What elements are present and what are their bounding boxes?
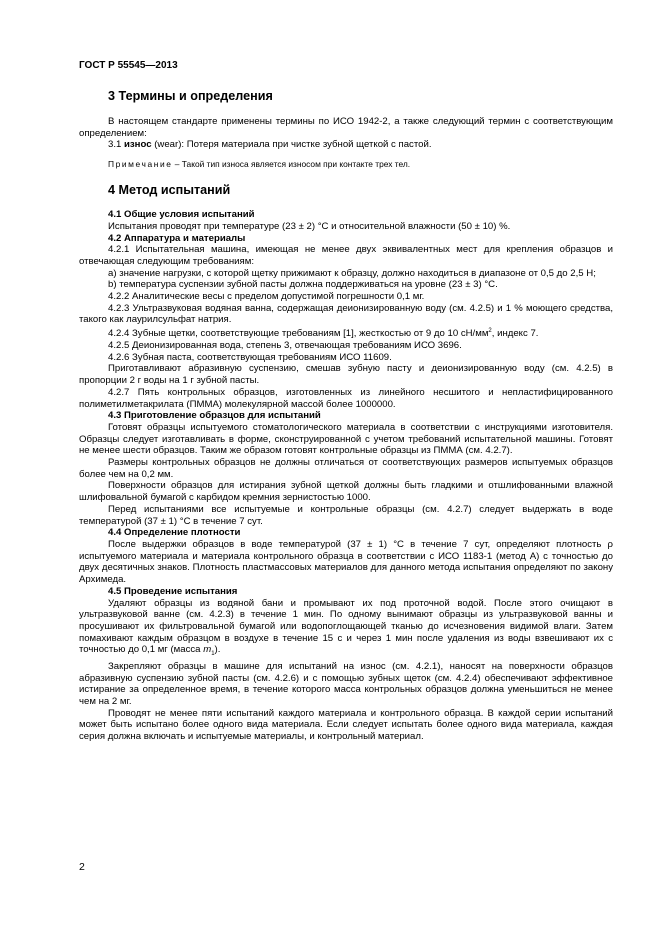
clause-4-2-1-b: b) температура суспензии зубной пасты должна поддерживаться на уровне (23 ± 3) °С. [108,279,498,291]
subsection-4-1-text: Испытания проводят при температуре (23 ± 2) °С и относительной влажности (50 ± 10) %. [108,220,511,232]
note [79,159,613,170]
subsection-4-4-title: 4.4 Определение плотности [108,527,241,539]
clause-4-2-7: 4.2.7 Пять контрольных образцов, изготовленных из линейного несшитого и непластифицированного полиметилметакрилата (ПММА) молекулярной массой более 1000000. [79,386,613,410]
superscript: 2 [488,328,492,335]
clause-4-2-5: 4.2.5 Деионизированная вода, степень 3, отвечающая требованиям ИСО 3696. [108,340,462,352]
subsection-4-3-para-1: Готовят образцы испытуемого стоматологического материала в соответствии с инструкциями изготовителя. Образцы следует изготавливать в форме, сконструированной с учетом требований испытательной машины. Готовят не менее шести образцов. Таким же образом готовят контрольные образцы из ПММА (см. 4.2.7). [79,421,613,457]
section-3-title: 3 Термины и определения [108,89,273,103]
subsection-4-3-para-4: Перед испытаниями все испытуемые и контрольные образцы (см. 4.2.7) следует выдержать в воде температурой (37 ± 1) °С в течение 7 сут. [79,503,613,527]
section-3-intro: В настоящем стандарте применены термины по ИСО 1942-2, а также следующий термин с соответствующим определением: [79,116,613,139]
subsection-4-5-para-1: Удаляют образцы из водяной бани и промывают их под проточной водой. После этого очищают в ультразвуковой ванне (см. 4.2.3) в течение 1 мин. По одному вынимают образцы из ультразвуковой ванны и просушивают их фильтровальной бумагой или водопоглощающей тканью до исчезновения видимой влаги. Затем помахивают каждым образцом в воздухе в течение 15 с и через 1 мин после удаления из воды взвешивают их с точностью до 0,1 мг (масса $m_1$). [79,597,613,658]
clause-4-2-4: 4.2.4 Зубные щетки, соответствующие требованиям [1], жесткостью от 9 до 10 $сН/мм^2$, индекс 7. [108,328,539,340]
subsection-4-4-para-1: После выдержки образцов в воде температурой (37 ± 1) °С в течение 7 сут, определяют плотность ρ испытуемого материала и материала контрольного образца в соответствии с ИСО 1183-1 (метод А) с точностью до двух десятичных знаков. Плотность пластмассовых материалов для данного метода испытания определяют по закону Архимеда. [79,538,613,586]
section-4-title: 4 Метод испытаний [108,183,231,198]
subsection-4-5-title: 4.5 Проведение испытания [108,585,238,597]
clause-4-2-6-suspension: Приготавливают абразивную суспензию, смешав зубную пасту и деионизированную воду (см. 4.2.5) в пропорции 2 г воды на 1 г зубной пасты. [79,363,613,387]
term-word: износ [124,139,152,151]
subsection-4-3-para-2: Размеры контрольных образцов не должны отличаться от соответствующих размеров испытуемых образцов более чем на 0,2 мм. [79,457,613,480]
subsection-4-5-para-3: Проводят не менее пяти испытаний каждого материала и контрольного образца. В каждой серии испытаний может быть испытано более одного вида материала. Если следует испытать более одного вида материала, каждая серия должна включать и испытуемые материалы, и контрольный материал. [79,707,613,743]
clause-4-2-6: 4.2.6 Зубная паста, соответствующая требованиям ИСО 11609. [108,351,392,363]
subsection-4-5-para-2: Закрепляют образцы в машине для испытаний на износ (см. 4.2.1), наносят на поверхности образцов абразивную суспензию зубной пасты (см. 4.2.6) и с помощью зубных щеток (см. 4.2.4) обеспечивают эффективное истирание за определенное время, в течение которого масса контрольных образцов должна уменьшиться не менее чем на 2 мг. [79,660,613,708]
subsection-4-3-title: 4.3 Приготовление образцов для испытаний [108,410,321,422]
subsection-4-1-title: 4.1 Общие условия испытаний [108,209,255,221]
clause-4-2-2: 4.2.2 Аналитические весы с пределом допустимой погрешности 0,1 мг. [108,291,425,303]
note-text: – Такой тип износа является износом при контакте трех тел. [172,159,411,170]
clause-4-2-1-a: а) значение нагрузки, с которой щетку прижимают к образцу, должно находиться в диапазоне от 0,5 до 2,5 Н; [108,267,596,279]
clause-4-2-3: 4.2.3 Ультразвуковая водяная ванна, содержащая деионизированную воду (см. 4.2.5) и 1 % моющего средства, такого как лаурилсульфат натрия. [79,302,613,326]
subscript: 1 [211,651,215,658]
note-label: Примечание [108,159,173,170]
document-header: ГОСТ Р 55545—2013 [79,60,178,71]
page-number: 2 [79,861,85,873]
subsection-4-2-title: 4.2 Аппаратура и материалы [108,232,246,244]
clause-4-2-1: 4.2.1 Испытательная машина, имеющая не менее двух эквивалентных мест для крепления образцов и отвечающая следующим требованиям: [79,244,613,267]
term-definition: 3.1 износ (wear): Потеря материала при чистке зубной щеткой с пастой. [108,139,432,151]
mass-symbol: m [203,644,212,656]
subsection-4-3-para-3: Поверхности образцов для истирания зубной щеткой должны быть гладкими и отшлифованными влажной шлифовальной бумагой с карбидом кремния зернистостью 1000. [79,480,613,504]
page-body [79,88,613,743]
